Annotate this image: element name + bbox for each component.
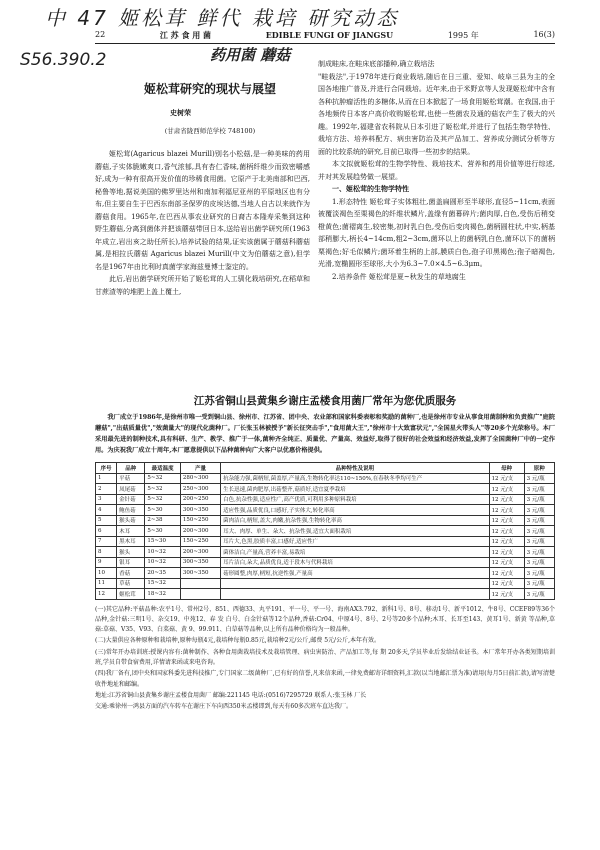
- table-cell: 5~30: [145, 526, 181, 537]
- table-row: [96, 494, 555, 505]
- right-paragraph-2: "畦栽法",于1978年进行商业栽培,随后在日三重、爱知、岐阜三县为主的全国各地推广普及,并进行合同栽培。近年来,由于米野京等人发现姬松茸中含有各种抗肿瘤活性的多糖体,从而在日本掀起了一场食用姬松茸潮。在我国,由于各地频传日本客户高价收购姬松茸,也使一些菌农及通的菇农产生了极大的兴趣。1992年,福建省农科院从日本引进了姬松茸,并进行了包括生物学特性、栽培方法、培养料配方、病虫害防治及其产品加工、营养成分测试分析等方面的比较系统的研究,目前已取得一些初步的结果。: [318, 72, 555, 156]
- table-cell: 9: [96, 557, 117, 568]
- table-cell: 200~250: [180, 494, 220, 505]
- advert-notes: [95, 605, 555, 713]
- handwritten-note-right: 药用菌 蘑菇: [210, 46, 291, 64]
- subsection-culture: 2.培养条件 姬松茸是夏~秋发生的草地腐生: [332, 272, 466, 281]
- table-cell: 12 元/支: [489, 526, 524, 537]
- table-cell: 12 元/支: [489, 505, 524, 516]
- table-cell: 姬松茸: [117, 589, 145, 600]
- table-cell: 15~32: [145, 578, 181, 589]
- table-cell: [221, 589, 489, 600]
- table-cell: 12 元/支: [489, 589, 524, 600]
- table-cell: 6: [96, 526, 117, 537]
- table-cell: 3 元/瓶: [524, 526, 554, 537]
- table-cell: 银耳: [117, 557, 145, 568]
- table-cell: [180, 578, 220, 589]
- table-cell: 12 元/支: [489, 494, 524, 505]
- table-cell: 3 元/瓶: [524, 515, 554, 526]
- table-cell: 3 元/瓶: [524, 547, 554, 558]
- table-cell: 11: [96, 578, 117, 589]
- table-cell: 10: [96, 568, 117, 579]
- table-cell: 200~300: [180, 526, 220, 537]
- table-cell: 平菇: [117, 473, 145, 484]
- right-paragraph-3: 本文拟就姬松茸的生物学特性、栽培技术、营养和药用价值等进行综述,并对其发展趋势做一展望。: [318, 160, 555, 181]
- table-cell: 3 元/瓶: [524, 484, 554, 495]
- running-header: [95, 30, 555, 44]
- table-cell: 15~30: [145, 536, 181, 547]
- table-row: [96, 578, 555, 589]
- table-cell: 生长迅速,菌肉肥厚,出菇整齐,菇质好,适宜夏季栽培: [221, 484, 489, 495]
- table-cell: 猴头菇: [117, 515, 145, 526]
- table-header-cell: 最适温度: [145, 463, 181, 474]
- table-row: [96, 505, 555, 516]
- table-header-row: [96, 463, 555, 474]
- table-cell: 金针菇: [117, 494, 145, 505]
- advert-title: 江苏省铜山县黄集乡谢庄孟楼食用菌厂常年为您优质服务: [193, 395, 457, 407]
- table-cell: 5: [96, 515, 117, 526]
- table-header-cell: 序号: [96, 463, 117, 474]
- table-cell: [221, 578, 489, 589]
- table-cell: 300~350: [180, 557, 220, 568]
- table-cell: 猴头: [117, 547, 145, 558]
- table-row: [96, 484, 555, 495]
- table-cell: 菌肉洁白,柄短,盖大,肉嫩,抗杂性强,生物转化率高: [221, 515, 489, 526]
- table-header-cell: 品种特性及说明: [221, 463, 489, 474]
- table-cell: 12: [96, 589, 117, 600]
- table-row: [96, 568, 555, 579]
- table-cell: 5~30: [145, 505, 181, 516]
- table-cell: 3: [96, 494, 117, 505]
- table-cell: 3 元/瓶: [524, 589, 554, 600]
- year: 1995 年: [447, 31, 479, 40]
- table-cell: 1: [96, 473, 117, 484]
- table-row: [96, 526, 555, 537]
- right-paragraph-1: 制成畦床,在畦床底部播种,确立栽培法: [318, 60, 435, 68]
- table-cell: 8: [96, 547, 117, 558]
- table-cell: 鲍鱼菇: [117, 505, 145, 516]
- table-header-cell: 产量: [180, 463, 220, 474]
- subsection-morphology: 1.形态特性 姬松茸子实体粗壮,菌盖扁圆形至半球形,直径5~11cm,表面被覆淡褐色至栗褐色的纤维状鳞片,盖缘有菌幕碎片;菌肉厚,白色,受伤后稍变橙黄色;菌褶离生,较密集,初时乳白色,受伤后变肉褐色,菌柄圆柱状,中实,柄基部稍膨大,柄长4~14cm,粗2~3cm,菌环以上的菌柄乳白色,菌环以下的菌柄栗褐色;好毛似鳞片;菌环着生柄的上部,膜质白色,孢子印黑褐色;孢子暗褐色,光滑,宽椭圆形至球形,大小为6.3~7.0×4.5~6.3μm。: [318, 197, 555, 268]
- table-row: [96, 557, 555, 568]
- handwritten-note-top: 中 47 姬松茸 鲜代 栽培 研究动态: [45, 6, 400, 30]
- table-cell: 10~32: [145, 547, 181, 558]
- table-cell: 12 元/支: [489, 473, 524, 484]
- table-cell: 3 元/瓶: [524, 578, 554, 589]
- table-cell: 12 元/支: [489, 578, 524, 589]
- table-row: [96, 515, 555, 526]
- table-cell: 草菇: [117, 578, 145, 589]
- table-cell: 20~35: [145, 568, 181, 579]
- note-other-strains: (一)其它品种:平菇品种:农平1号、常州2号、851、西德33、丸平191、平一号、平一号、海南AX3.792、新科1号、8号、移动1号、新平1012、牛8号、CCEF89等36个品种,金针菇:三明1号、杂交19、中苑12、春 发 白号、白金针菇等12个品种,香菇:Cr04、中原4号、8号、2号等20多个品种;木耳、长耳至143、黄耳1号、新黄 等品种,草菇:草菇、V35、V93、白菜菇、黄 9、99.911、白草菇等品种,以上所有品种价格均为一般品种。: [95, 605, 555, 634]
- table-cell: 12 元/支: [489, 484, 524, 495]
- note-address: 地址:江苏省铜山县黄集乡谢庄孟楼食用菌厂 邮编:221145 电话:(0516)7295729 联系人:张玉林 厂长: [95, 691, 367, 699]
- table-cell: 150~250: [180, 536, 220, 547]
- table-cell: 300~350: [180, 568, 220, 579]
- strain-price-table: [95, 462, 555, 600]
- table-row: [96, 473, 555, 484]
- page-number: 22: [95, 30, 106, 39]
- table-row: [96, 536, 555, 547]
- table-header-cell: 品种: [117, 463, 145, 474]
- journal-name-en: EDIBLE FUNGI OF JIANGSU: [265, 30, 394, 40]
- table-cell: 耳片大,色黑,胶质丰富,口感好,适应性广: [221, 536, 489, 547]
- table-cell: 2: [96, 484, 117, 495]
- table-cell: 香菇: [117, 568, 145, 579]
- table-cell: [180, 589, 220, 600]
- table-cell: 3 元/瓶: [524, 473, 554, 484]
- issue: 16(3): [533, 30, 555, 39]
- table-cell: 12 元/支: [489, 515, 524, 526]
- note-ordering: (四)我厂备有,团中央和国家科委先进科技推广,专门国家二级菌种厂,已有好的信誉,凡来信来函,一律免费邮寄详细资料,汇款(以当地邮汇票为准)请用(每月5日前汇款),请写清楚收件地址和邮编。: [95, 670, 555, 688]
- table-cell: 黑木耳: [117, 536, 145, 547]
- table-cell: 12 元/支: [489, 568, 524, 579]
- section-heading: 一、姬松茸的生物学特性: [332, 184, 409, 193]
- table-cell: 10~32: [145, 557, 181, 568]
- note-supply: (二)大量供应各种原种和栽培种,原种每瓶4元,栽培种每瓶0.85元,栽培种2元/公斤,邮费 5元/公斤,本年有效。: [95, 637, 380, 645]
- table-cell: 白色,抗杂性强,适应性广,高产优质,可利用多种原料栽培: [221, 494, 489, 505]
- table-cell: 适应性强,品质优良,口感好,子实体大,转化率高: [221, 505, 489, 516]
- table-row: [96, 589, 555, 600]
- note-transport: 交通:乘徐州一鸿县方面的汽车转车在谢庄下车向西350米孟楼即到,每天有60多次班车直达我厂。: [95, 703, 353, 711]
- table-body: [96, 473, 555, 599]
- table-cell: 280~300: [180, 473, 220, 484]
- note-training: (三)常年开办培训班:授课内容有:菌种制作、各种食用菌栽培技术及栽培管理、病虫害防治、产品加工等,每 期 20多天,学员毕业后发给结业证书。本厂常年开办各类短期培训班,学员自带食宿费用,详情请来函或来电咨询。: [95, 648, 555, 666]
- table-cell: 7: [96, 536, 117, 547]
- table-cell: 5~32: [145, 484, 181, 495]
- table-cell: 凤尾菇: [117, 484, 145, 495]
- table-header-cell: 母种: [489, 463, 524, 474]
- table-cell: 抗杂能力强,菌柄短,菌盖厚,产量高,生物转化率达110~150%,在春秋冬季均可生产: [221, 473, 489, 484]
- table-cell: 菌体洁白,产量高,营养丰富,易栽培: [221, 547, 489, 558]
- left-paragraph-1: 姬松茸(Agaricus blazei Murill)别名小松菇,是一种美味的药用蘑菇,子实体脆嫩爽口,香气浓郁,具有杏仁香味,菌柄纤维少而致密嚼感好,成为一种有很高开发价值的珍稀食用菌。它原产于北美南部和巴西,秘鲁等地,据说美国的佛罗里达州和南加利福尼亚州的平原地区也有分布,但主要自生于巴西东南部圣保罗的皮埃达德,当地人自古以来就作为蘑菇食用。1965年,在巴西从事农业研究的日裔古本隆寿采集到这种野生蘑菇,分离到菌体并把该蘑菇带回日本,送给岩出菌学研究所(1963年成立,岩出亥之助任所长),培养试验的结果,证实该菌属于蘑菇科蘑菇属,是相拉氏蘑菇 Agaricus blazei Murill(中文为伯蘑菇之意),但学名是1967年由比利时真菌学家海兹曼博士鉴定的。: [95, 150, 310, 271]
- table-cell: 250~300: [180, 484, 220, 495]
- left-column: [95, 148, 310, 298]
- right-column: [318, 58, 555, 283]
- table-header-cell: 原种: [524, 463, 554, 474]
- table-cell: 150~250: [180, 515, 220, 526]
- table-cell: 3 元/瓶: [524, 568, 554, 579]
- table-cell: 3 元/瓶: [524, 557, 554, 568]
- table-row: [96, 547, 555, 558]
- table-cell: 12 元/支: [489, 547, 524, 558]
- table-cell: 5~32: [145, 494, 181, 505]
- article-author: 史树荣: [170, 108, 191, 117]
- article-title: 姬松茸研究的现状与展望: [143, 82, 276, 96]
- table-cell: 5~32: [145, 473, 181, 484]
- table-cell: 耳大、肉厚、单生、朵大、抗杂性强,适宜大面积栽培: [221, 526, 489, 537]
- table-cell: 耳片洁白,朵大,品质优良,适于段木与代料栽培: [221, 557, 489, 568]
- table-cell: 3 元/瓶: [524, 494, 554, 505]
- table-cell: 12 元/支: [489, 557, 524, 568]
- table-cell: 200~300: [180, 547, 220, 558]
- table-cell: 2~38: [145, 515, 181, 526]
- advert-intro: 我厂成立于1986年,是徐州市唯一受到铜山县、徐州市、江苏省、团中央、农业部和国家科委表彰和奖励的菌种厂,也是徐州市专业从事食用菌制种和负责推广"庭院蘑菇","出菇质量优","效菌量大"的现代化菌种厂。厂长张玉林被授予"新长征突击手","食用菌大王","徐州市十大致富状元","全国星火带头人"等20多个光荣称号。本厂采用最先进的制种技术,具有科研、生产、教学、推广于一体,菌种齐全纯正、质量优、产量高、效益好,取得了很好的社会效益和经济效益,发挥了全国菌种厂中的一定作用。为庆祝我厂成立十周年,本厂愿意提供以下品种菌种向广大客户以优惠价格提供。: [95, 414, 555, 454]
- advertisement: [95, 393, 555, 843]
- journal-name-cn: 江 苏 食 用 菌: [159, 30, 212, 40]
- table-cell: 3 元/瓶: [524, 505, 554, 516]
- table-cell: 木耳: [117, 526, 145, 537]
- left-paragraph-2: 此后,岩出菌学研究所开始了姬松茸的人工驯化栽培研究,在稻草和甘蔗渣等的堆肥上盖上覆土,: [95, 275, 310, 296]
- table-cell: 4: [96, 505, 117, 516]
- table-cell: 300~350: [180, 505, 220, 516]
- table-cell: 菇形圆整,肉厚,柄短,抗逆性强,产量高: [221, 568, 489, 579]
- handwritten-call-number: S56.390.2: [20, 50, 107, 70]
- table-cell: 18~32: [145, 589, 181, 600]
- article-affiliation: (甘肃省陇西师范学校 748100): [164, 127, 256, 135]
- table-cell: 3 元/瓶: [524, 536, 554, 547]
- table-cell: 12 元/支: [489, 536, 524, 547]
